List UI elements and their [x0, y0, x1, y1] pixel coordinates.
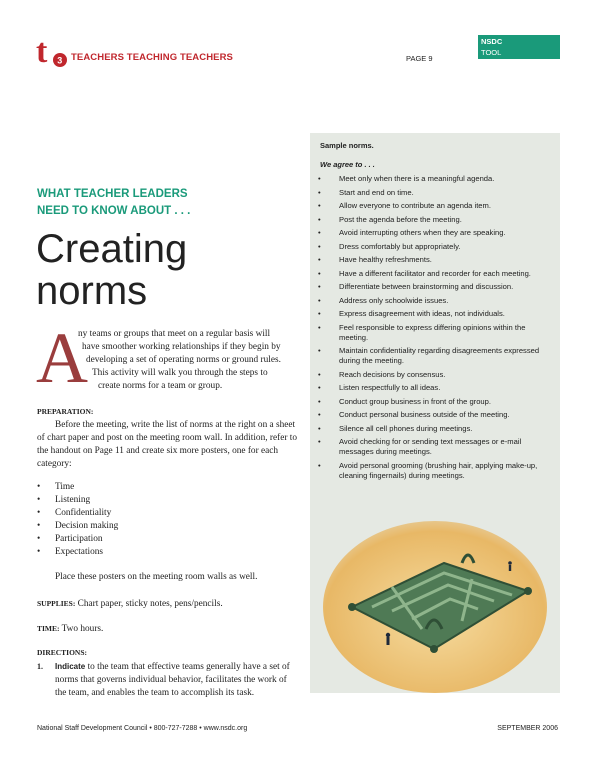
norm-item: • Have a different facilitator and recorder for each meeting.: [310, 269, 560, 279]
step-number: 1.: [37, 662, 43, 671]
nsdc-label: NSDC: [481, 37, 503, 46]
category-item: • Listening: [37, 495, 91, 505]
sidebar-heading: Sample norms.: [320, 141, 374, 150]
norm-item: • Dress comfortably but appropriately.: [310, 242, 560, 252]
preparation-text: Before the meeting, write the list of norms at the right on a sheet of chart paper and post on the meeting room wall. In addition, refer to the handout on Page 11 and create six more posters, one for each category:: [37, 420, 297, 469]
bullet: •: [37, 547, 41, 557]
norm-item: • Address only schoolwide issues.: [310, 296, 560, 306]
norm-item: • Express disagreement with ideas, not individuals.: [310, 309, 560, 319]
intro-line: This activity will walk you through the steps to: [92, 368, 268, 378]
kicker-line: WHAT TEACHER LEADERS: [37, 188, 188, 200]
time-row: [37, 622, 299, 636]
bullet: •: [37, 534, 41, 544]
norm-item: • Conduct group business in front of the group.: [310, 397, 560, 407]
norm-item: • Avoid interrupting others when they are speaking.: [310, 228, 560, 238]
supplies-label: SUPPLIES:: [37, 599, 76, 608]
norm-item: • Start and end on time.: [310, 188, 560, 198]
footer-date: SEPTEMBER 2006: [497, 725, 558, 732]
norm-item: • Feel responsible to express differing opinions within the meeting.: [310, 323, 560, 343]
intro-line: developing a set of operating norms or ground rules.: [86, 355, 281, 365]
footer-contact: National Staff Development Council • 800-727-7288 • www.nsdc.org: [37, 725, 248, 732]
norm-item: • Meet only when there is a meaningful agenda.: [310, 174, 560, 184]
bullet: •: [37, 521, 41, 531]
norm-item: • Post the agenda before the meeting.: [310, 215, 560, 225]
sidebar-subheading: We agree to . . .: [320, 160, 375, 169]
norm-item: • Avoid personal grooming (brushing hair, applying make-up, cleaning fingernails) during meetings.: [310, 461, 560, 481]
kicker: [37, 186, 190, 220]
hedge-post: [348, 603, 356, 611]
intro-line: create norms for a team or group.: [98, 381, 223, 391]
norm-item: • Silence all cell phones during meetings.: [310, 424, 560, 434]
directions-label: DIRECTIONS:: [37, 648, 88, 657]
tool-label: TOOL: [481, 48, 502, 57]
logo-number: 3: [57, 55, 63, 66]
posters-note: Place these posters on the meeting room walls as well.: [55, 572, 258, 582]
norm-item: • Reach decisions by consensus.: [310, 370, 560, 380]
title-line: norms: [36, 269, 148, 313]
t3-logo-icon: [34, 34, 70, 70]
category-item: • Expectations: [37, 547, 104, 557]
bullet: •: [37, 508, 41, 518]
kicker-line: NEED TO KNOW ABOUT . . .: [37, 205, 191, 217]
norm-item: • Have healthy refreshments.: [310, 255, 560, 265]
time-text: Two hours.: [61, 624, 104, 634]
norms-list: [310, 174, 560, 484]
supplies-text: Chart paper, sticky notes, pens/pencils.: [77, 599, 223, 609]
step-lead: Indicate: [55, 662, 86, 671]
maze-illustration: [322, 511, 548, 693]
direction-step-1: [37, 660, 299, 700]
norm-item: • Avoid checking for or sending text messages or e-mail messages during meetings.: [310, 437, 560, 457]
norm-item: • Conduct personal business outside of the meeting.: [310, 410, 560, 420]
page-number: PAGE 9: [406, 54, 433, 63]
category-item: • Confidentiality: [37, 508, 112, 518]
brand-name: TEACHERS TEACHING TEACHERS: [71, 52, 233, 63]
preparation-label: PREPARATION:: [37, 407, 94, 416]
category-item: • Decision making: [37, 521, 119, 531]
time-label: TIME:: [37, 624, 60, 633]
preparation-section: [37, 405, 299, 471]
norm-item: • Maintain confidentiality regarding disagreements expressed during the meeting.: [310, 346, 560, 366]
intro-line: have smoother working relationships if they begin by: [82, 342, 281, 352]
intro-line: ny teams or groups that meet on a regular basis will: [78, 329, 271, 339]
title-line: Creating: [36, 227, 188, 271]
step-text: to the team that effective teams generally have a set of norms that governs individual behavior, facilitates the work of the team, and enables the team to accomplish its task.: [55, 662, 290, 698]
logo-letter: t: [36, 34, 48, 70]
category-list: [37, 481, 299, 559]
supplies-row: [37, 597, 299, 611]
bullet: •: [37, 495, 41, 505]
norm-item: • Listen respectfully to all ideas.: [310, 383, 560, 393]
directions-section: [37, 646, 299, 700]
norm-item: • Allow everyone to contribute an agenda item.: [310, 201, 560, 211]
hedge-post: [524, 587, 532, 595]
sample-norms-sidebar: [310, 133, 560, 693]
bullet: •: [37, 482, 41, 492]
drop-cap: A: [36, 318, 88, 398]
hedge-post: [430, 645, 438, 653]
category-item: • Participation: [37, 534, 103, 544]
category-item: • Time: [37, 482, 75, 492]
norm-item: • Differentiate between brainstorming and discussion.: [310, 282, 560, 292]
page-title: [36, 228, 187, 312]
nsdc-tool-badge: [478, 35, 560, 59]
